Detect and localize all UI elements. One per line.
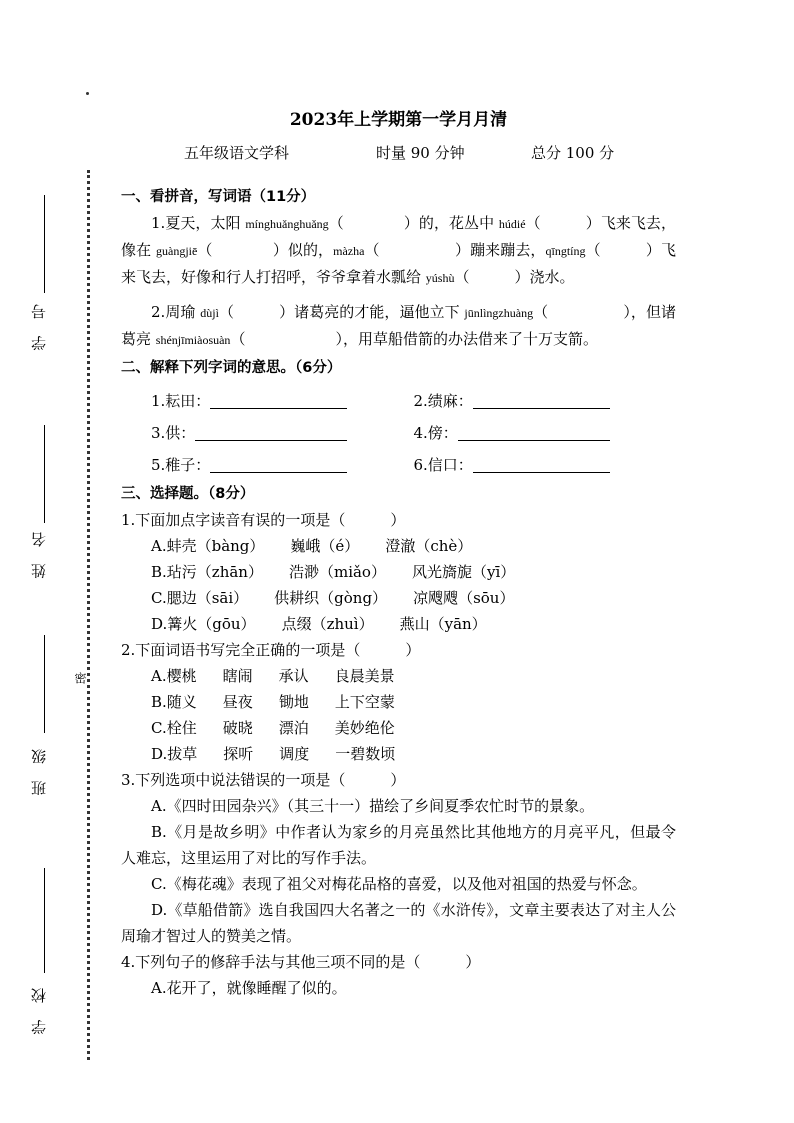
- definition-item: 1.耘田：: [151, 385, 414, 417]
- definition-item: 2.绩麻：: [414, 385, 677, 417]
- seal-mark: 密: [73, 672, 87, 684]
- school-label: 学 校: [30, 982, 48, 1035]
- section-1-question-2: 2.周瑜 dùjì（ ）诸葛亮的才能，逼他立下 jūnlìngzhuàng（ ），但诸葛亮 shénjīmiàosuàn（ ），用草船借箭的办法借来了十万支箭。: [121, 303, 676, 348]
- score-label: 总分 100 分: [531, 144, 615, 162]
- question-1-stem: 1.下面加点字读音有误的一项是（ ）: [121, 511, 406, 529]
- pinyin: guàngjiē: [156, 244, 198, 258]
- option-b[interactable]: B.随义 昼夜 锄地 上下空蒙: [151, 693, 395, 711]
- answer-blank[interactable]: （ ）似的，: [197, 241, 334, 259]
- option-d[interactable]: D.《草船借箭》选自我国四大名著之一的《水浒传》，文章主要表达了对主人公周瑜才智过人的赞美之情。: [121, 901, 676, 945]
- class-line: [44, 635, 45, 733]
- answer-line[interactable]: [473, 392, 610, 409]
- pinyin: húdié: [498, 217, 526, 231]
- definition-row: [121, 385, 676, 417]
- section-1-question-1: 1.夏天，太阳 mínghuǎnghuǎng（ ）的，花丛中 húdié（ ）飞来飞去，像在 guàngjiē（ ）似的，màzha（ ）蹦来蹦去，qīngtíng（ ）飞来飞去，好像和行人打招呼，爷爷拿着水瓢给 yúshù（ ）浇水。: [121, 214, 676, 286]
- pinyin: jūnlìngzhuàng: [464, 306, 534, 320]
- class-label: 班 级: [30, 743, 48, 796]
- section-3-heading: 三、选择题。（8分）: [121, 486, 255, 502]
- answer-line[interactable]: [473, 456, 610, 473]
- option-a[interactable]: A.花开了，就像睡醒了似的。: [151, 979, 347, 997]
- option-c[interactable]: C.《梅花魂》表现了祖父对梅花品格的喜爱，以及他对祖国的热爱与怀念。: [151, 875, 647, 893]
- option-c[interactable]: C.腮边（sāi） 供耕织（gòng） 凉飕飕（sōu）: [151, 589, 515, 607]
- binding-dotted-line: [87, 170, 90, 1060]
- option-b[interactable]: B.《月是故乡明》中作者认为家乡的月亮虽然比其他地方的月亮平凡，但最令人难忘，这里运用了对比的写作手法。: [121, 823, 676, 867]
- option-b[interactable]: B.玷污（zhān） 浩渺（miǎo） 风光旖旎（yī）: [151, 563, 516, 581]
- student-id-label: 学 号: [30, 298, 48, 351]
- option-a[interactable]: A.樱桃 瞎闹 承认 良晨美景: [151, 667, 395, 685]
- answer-blank[interactable]: （ ），但诸葛亮: [121, 303, 676, 348]
- option-c[interactable]: C.栓住 破晓 漂泊 美妙绝伦: [151, 719, 395, 737]
- answer-blank[interactable]: （ ）浇水。: [454, 268, 575, 286]
- answer-blank[interactable]: （ ），用草船借箭的办法借来了十万支箭。: [230, 330, 598, 348]
- definition-item: 3.供：: [151, 417, 414, 449]
- answer-blank[interactable]: （ ）的，花丛中: [328, 214, 499, 232]
- question-4-stem: 4.下列句子的修辞手法与其他三项不同的是（ ）: [121, 953, 481, 971]
- school-line: [44, 868, 45, 973]
- definition-row: [121, 417, 676, 449]
- question-2-stem: 2.下面词语书写完全正确的一项是（ ）: [121, 641, 421, 659]
- subject-label: 五年级语文学科: [184, 144, 290, 162]
- exam-content: [121, 100, 676, 1001]
- pinyin: màzha: [333, 244, 365, 258]
- section-2-heading: 二、解释下列字词的意思。（6分）: [121, 360, 342, 376]
- definition-row: [121, 449, 676, 481]
- section-1-heading: 一、看拼音，写词语（11分）: [121, 189, 316, 205]
- question-3-stem: 3.下列选项中说法错误的一项是（ ）: [121, 771, 406, 789]
- answer-blank[interactable]: （ ）飞来飞去，像在: [121, 214, 676, 259]
- binding-strip: [0, 0, 110, 1123]
- answer-blank[interactable]: （ ）飞来飞去，好像和行人打招呼，爷爷拿着水瓢给: [121, 241, 676, 286]
- name-label: 姓 名: [30, 526, 48, 579]
- pinyin: shénjīmiàosuàn: [155, 333, 231, 347]
- answer-blank[interactable]: （ ）蹦来蹦去，: [364, 241, 546, 259]
- answer-line[interactable]: [210, 392, 347, 409]
- answer-line[interactable]: [458, 424, 610, 441]
- binding-top-dot: [86, 92, 89, 95]
- time-label: 时量 90 分钟: [376, 144, 465, 162]
- definition-item: 6.信口：: [414, 449, 677, 481]
- definition-item: 4.傍：: [414, 417, 677, 449]
- pinyin: dùjì: [200, 306, 219, 320]
- pinyin: qīngtíng: [545, 244, 586, 258]
- exam-title: 2023年上学期第一学月月清: [289, 110, 508, 130]
- answer-line[interactable]: [195, 424, 347, 441]
- answer-blank[interactable]: （ ）诸葛亮的才能，逼他立下: [218, 303, 465, 321]
- option-a[interactable]: A.蚌壳（bàng） 巍峨（é） 澄澈（chè）: [151, 537, 473, 555]
- option-a[interactable]: A.《四时田园杂兴》（其三十一）描绘了乡间夏季农忙时节的景象。: [151, 797, 595, 815]
- option-d[interactable]: D.拔草 探听 调度 一碧数顷: [151, 745, 396, 763]
- exam-info: [121, 142, 676, 166]
- pinyin: yúshù: [425, 271, 455, 285]
- answer-line[interactable]: [210, 456, 347, 473]
- definition-item: 5.稚子：: [151, 449, 414, 481]
- name-line: [44, 425, 45, 523]
- option-d[interactable]: D.篝火（gōu） 点缀（zhuì） 燕山（yān）: [151, 615, 487, 633]
- pinyin: mínghuǎnghuǎng: [245, 217, 329, 231]
- student-id-line: [44, 195, 45, 293]
